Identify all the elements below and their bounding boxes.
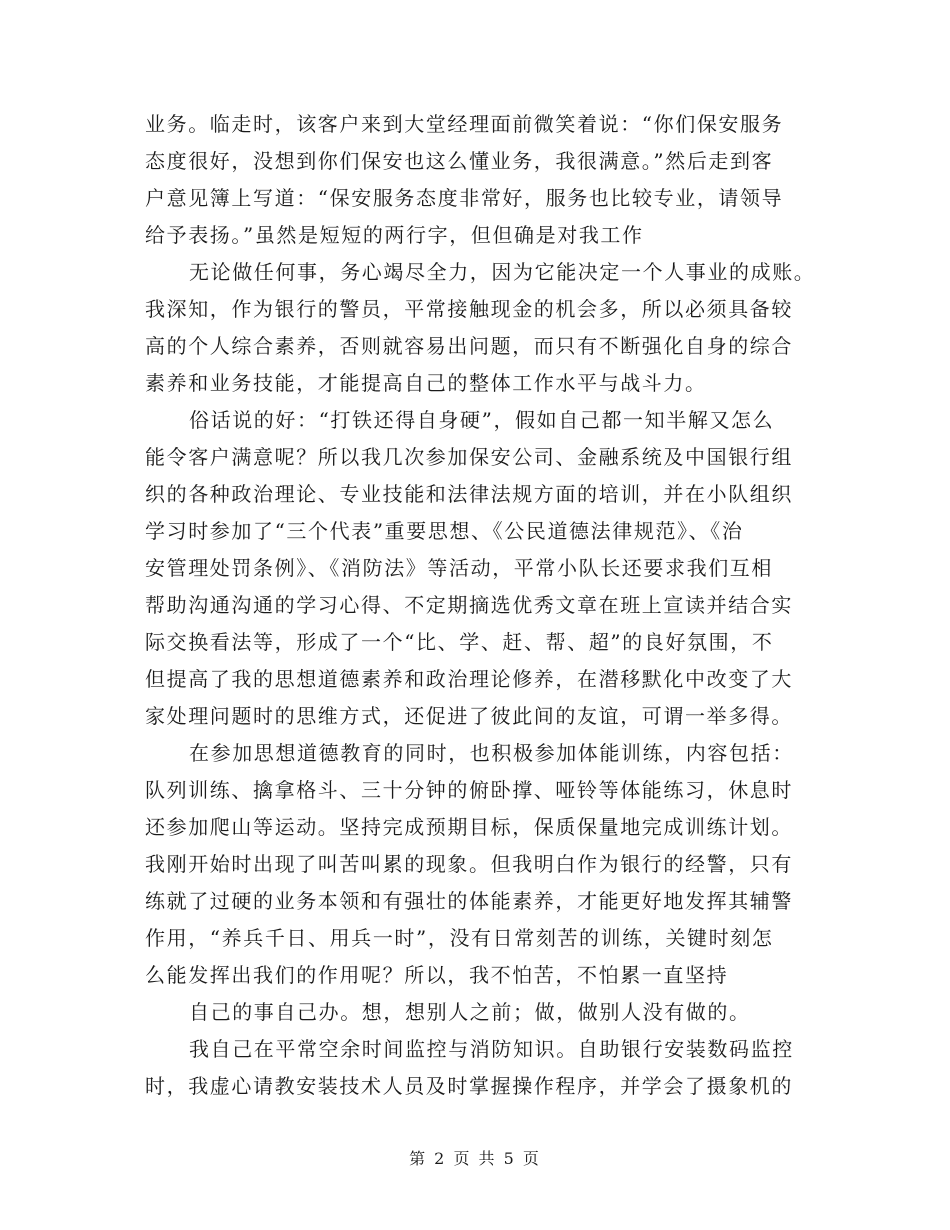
- body-text: [145, 106, 816, 1105]
- text-line: 作用，“养兵千日、用兵一时”，没有日常刻苦的训练，关键时刻怎: [145, 926, 774, 950]
- text-line: 态度很好，没想到你们保安也这么懂业务，我很满意。”然后走到客: [145, 149, 774, 173]
- text-line: 能令客户满意呢？所以我几次参加保安公司、金融系统及中国银行组: [145, 445, 793, 469]
- text-line: 练就了过硬的业务本领和有强壮的体能素养，才能更好地发挥其辅警: [145, 889, 793, 913]
- text-line: 我刚开始时出现了叫苦叫累的现象。但我明白作为银行的经警，只有: [145, 852, 793, 876]
- page-number: 第 2 页 共 5 页: [409, 1149, 541, 1168]
- text-line: 么能发挥出我们的作用呢？所以，我不怕苦，不怕累一直坚持: [145, 963, 729, 987]
- text-line: 队列训练、擒拿格斗、三十分钟的俯卧撑、哑铃等体能练习，休息时: [145, 778, 793, 802]
- text-line: 际交换看法等，形成了一个“比、学、赶、帮、超”的良好氛围，不: [145, 630, 774, 654]
- text-line: 素养和业务技能，才能提高自己的整体工作水平与战斗力。: [145, 371, 707, 395]
- text-line: 我自己在平常空余时间监控与消防知识。自助银行安装数码监控: [189, 1037, 794, 1061]
- text-line: 时，我虚心请教安装技术人员及时掌握操作程序，并学会了摄象机的: [145, 1074, 793, 1098]
- text-line: 俗话说的好：“打铁还得自身硬”，假如自己都一知半解又怎么: [189, 408, 775, 432]
- text-line: 高的个人综合素养，否则就容易出问题，而只有不断强化自身的综合: [145, 334, 793, 358]
- text-line: 在参加思想道德教育的同时，也积极参加体能训练，内容包括：: [189, 741, 794, 765]
- text-line: 家处理问题时的思维方式，还促进了彼此间的友谊，可谓一举多得。: [145, 704, 793, 728]
- text-line: 户意见簿上写道：“保安服务态度非常好，服务也比较专业，请领导: [145, 186, 784, 210]
- text-line: 学习时参加了“三个代表”重要思想、《公民道德法律规范》、《治: [145, 519, 744, 543]
- text-line: 还参加爬山等运动。坚持完成预期目标，保质保量地完成训练计划。: [145, 815, 793, 839]
- text-line: 织的各种政治理论、专业技能和法律法规方面的培训，并在小队组织: [145, 482, 793, 506]
- text-line: 我深知，作为银行的警员，平常接触现金的机会多，所以必须具备较: [145, 297, 793, 321]
- text-line: 业务。临走时，该客户来到大堂经理面前微笑着说：“你们保安服务: [145, 112, 784, 136]
- text-line: 给予表扬。”虽然是短短的两行字，但但确是对我工作: [145, 223, 644, 247]
- text-line: 安管理处罚条例》、《消防法》等活动，平常小队长还要求我们互相: [145, 556, 773, 580]
- text-line: 自己的事自己办。想，想别人之前；做，做别人没有做的。: [189, 1000, 751, 1024]
- text-line: 但提高了我的思想道德素养和政治理论修养，在潜移默化中改变了大: [145, 667, 793, 691]
- text-line: 帮助沟通沟通的学习心得、不定期摘选优秀文章在班上宣读并结合实: [145, 593, 793, 617]
- text-line: 无论做任何事，务心竭尽全力，因为它能决定一个人事业的成账。: [189, 260, 816, 284]
